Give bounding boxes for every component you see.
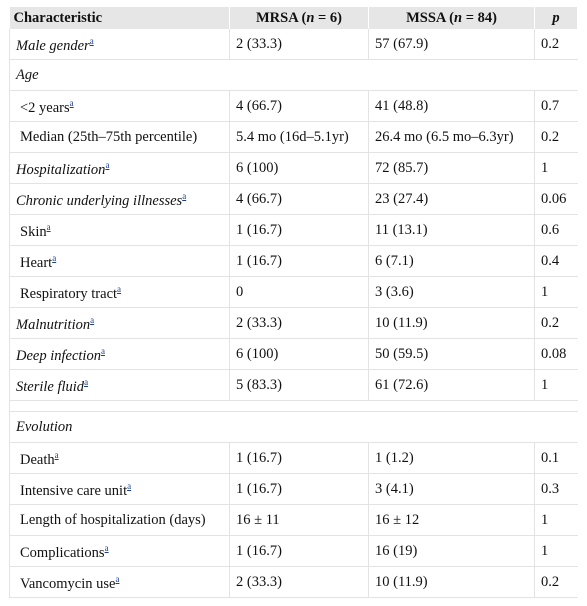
footnote-link[interactable]: a xyxy=(84,377,89,388)
characteristic-label: Vancomycin use xyxy=(20,575,116,592)
table-row xyxy=(10,567,578,598)
results-table-container xyxy=(9,7,577,598)
p-value-cell: 0.2 xyxy=(535,29,578,60)
footnote-link[interactable]: a xyxy=(89,36,94,47)
characteristic-cell xyxy=(10,339,230,370)
characteristic-cell xyxy=(10,443,230,474)
characteristic-cell xyxy=(10,122,230,153)
p-value-cell: 0.06 xyxy=(535,184,578,215)
characteristic-label: Deep infection xyxy=(16,347,101,364)
mssa-value-cell: 41 (48.8) xyxy=(369,91,535,122)
characteristic-label: <2 years xyxy=(20,99,70,116)
characteristic-cell xyxy=(10,474,230,505)
footnote-link[interactable]: a xyxy=(105,160,110,171)
mrsa-value-cell: 1 (16.7) xyxy=(230,536,369,567)
mrsa-value-cell: 1 (16.7) xyxy=(230,474,369,505)
section-row xyxy=(10,412,578,443)
mrsa-value-cell: 6 (100) xyxy=(230,153,369,184)
mrsa-value-cell: 1 (16.7) xyxy=(230,443,369,474)
table-row xyxy=(10,308,578,339)
table-row xyxy=(10,339,578,370)
p-value-cell: 1 xyxy=(535,153,578,184)
characteristic-label: Length of hospitalization (days) xyxy=(20,511,206,528)
p-value-cell: 1 xyxy=(535,277,578,308)
table-row xyxy=(10,29,578,60)
mssa-value-cell: 72 (85.7) xyxy=(369,153,535,184)
characteristic-label: Age xyxy=(16,66,39,83)
spacer-row xyxy=(10,401,578,412)
p-value-cell: 0.08 xyxy=(535,339,578,370)
p-value-cell: 1 xyxy=(535,536,578,567)
mssa-value-cell: 26.4 mo (6.5 mo–6.3yr) xyxy=(369,122,535,153)
footnote-link[interactable]: a xyxy=(90,315,95,326)
p-value-cell: 0.2 xyxy=(535,122,578,153)
p-value-cell: 0.2 xyxy=(535,308,578,339)
section-row xyxy=(10,60,578,91)
table-row xyxy=(10,91,578,122)
table-row xyxy=(10,474,578,505)
mssa-value-cell: 6 (7.1) xyxy=(369,246,535,277)
header-mrsa: MRSA (n = 6) xyxy=(230,7,369,29)
characteristic-cell xyxy=(10,29,230,60)
characteristic-cell xyxy=(10,91,230,122)
mssa-value-cell: 3 (4.1) xyxy=(369,474,535,505)
footnote-link[interactable]: a xyxy=(46,222,51,233)
table-row xyxy=(10,277,578,308)
header-mssa: MSSA (n = 84) xyxy=(369,7,535,29)
characteristic-cell xyxy=(10,536,230,567)
comparison-table xyxy=(9,7,578,598)
characteristic-cell xyxy=(10,277,230,308)
table-header xyxy=(10,7,578,29)
header-characteristic: Characteristic xyxy=(10,7,230,29)
characteristic-cell xyxy=(10,505,230,536)
p-value-cell: 0.6 xyxy=(535,215,578,246)
footnote-link[interactable]: a xyxy=(115,574,120,585)
characteristic-label: Intensive care unit xyxy=(20,482,128,499)
characteristic-label: Median (25th–75th percentile) xyxy=(20,128,198,145)
mssa-value-cell: 23 (27.4) xyxy=(369,184,535,215)
characteristic-label: Respiratory tract xyxy=(20,285,118,302)
footnote-link[interactable]: a xyxy=(117,284,122,295)
p-value-cell: 0.7 xyxy=(535,91,578,122)
mrsa-value-cell: 4 (66.7) xyxy=(230,91,369,122)
footnote-link[interactable]: a xyxy=(54,450,59,461)
table-row xyxy=(10,536,578,567)
characteristic-cell xyxy=(10,246,230,277)
p-value-cell: 0.3 xyxy=(535,474,578,505)
mrsa-value-cell: 2 (33.3) xyxy=(230,29,369,60)
footnote-link[interactable]: a xyxy=(100,346,105,357)
mrsa-value-cell: 5.4 mo (16d–5.1yr) xyxy=(230,122,369,153)
p-value-cell: 0.2 xyxy=(535,567,578,598)
mssa-value-cell: 1 (1.2) xyxy=(369,443,535,474)
footnote-link[interactable]: a xyxy=(52,253,57,264)
characteristic-cell xyxy=(10,308,230,339)
table-row xyxy=(10,370,578,401)
mrsa-value-cell: 2 (33.3) xyxy=(230,567,369,598)
characteristic-cell xyxy=(10,153,230,184)
mrsa-value-cell: 2 (33.3) xyxy=(230,308,369,339)
characteristic-cell xyxy=(10,184,230,215)
characteristic-label: Sterile fluid xyxy=(16,378,85,395)
table-row xyxy=(10,505,578,536)
characteristic-cell xyxy=(10,412,578,443)
footnote-link[interactable]: a xyxy=(69,98,74,109)
mssa-value-cell: 61 (72.6) xyxy=(369,370,535,401)
mssa-value-cell: 57 (67.9) xyxy=(369,29,535,60)
characteristic-label: Complications xyxy=(20,544,105,561)
table-body xyxy=(10,29,578,598)
spacer-cell xyxy=(10,401,578,412)
footnote-link[interactable]: a xyxy=(127,481,132,492)
footnote-link[interactable]: a xyxy=(182,191,187,202)
characteristic-label: Malnutrition xyxy=(16,316,91,333)
mssa-value-cell: 10 (11.9) xyxy=(369,308,535,339)
table-row xyxy=(10,443,578,474)
characteristic-label: Chronic underlying illnesses xyxy=(16,192,183,209)
characteristic-cell xyxy=(10,215,230,246)
mrsa-value-cell: 4 (66.7) xyxy=(230,184,369,215)
mssa-value-cell: 50 (59.5) xyxy=(369,339,535,370)
p-value-cell: 0.4 xyxy=(535,246,578,277)
mssa-value-cell: 11 (13.1) xyxy=(369,215,535,246)
p-value-cell: 1 xyxy=(535,370,578,401)
mssa-value-cell: 10 (11.9) xyxy=(369,567,535,598)
table-row xyxy=(10,215,578,246)
table-row xyxy=(10,122,578,153)
characteristic-label: Heart xyxy=(20,254,53,271)
mrsa-value-cell: 1 (16.7) xyxy=(230,215,369,246)
table-row xyxy=(10,246,578,277)
header-row xyxy=(10,7,578,29)
p-value-cell: 1 xyxy=(535,505,578,536)
mrsa-value-cell: 0 xyxy=(230,277,369,308)
p-value-cell: 0.1 xyxy=(535,443,578,474)
mrsa-value-cell: 6 (100) xyxy=(230,339,369,370)
mrsa-value-cell: 1 (16.7) xyxy=(230,246,369,277)
characteristic-cell xyxy=(10,567,230,598)
mssa-value-cell: 16 (19) xyxy=(369,536,535,567)
table-row xyxy=(10,153,578,184)
mssa-value-cell: 16 ± 12 xyxy=(369,505,535,536)
characteristic-label: Skin xyxy=(20,223,47,240)
characteristic-label: Death xyxy=(20,451,55,468)
mrsa-value-cell: 5 (83.3) xyxy=(230,370,369,401)
characteristic-label: Male gender xyxy=(16,37,90,54)
mssa-value-cell: 3 (3.6) xyxy=(369,277,535,308)
mrsa-value-cell: 16 ± 11 xyxy=(230,505,369,536)
characteristic-cell xyxy=(10,370,230,401)
header-p-value: p xyxy=(535,7,578,29)
characteristic-label: Hospitalization xyxy=(16,161,106,178)
table-row xyxy=(10,184,578,215)
footnote-link[interactable]: a xyxy=(104,543,109,554)
characteristic-label: Evolution xyxy=(16,418,73,435)
characteristic-cell xyxy=(10,60,578,91)
